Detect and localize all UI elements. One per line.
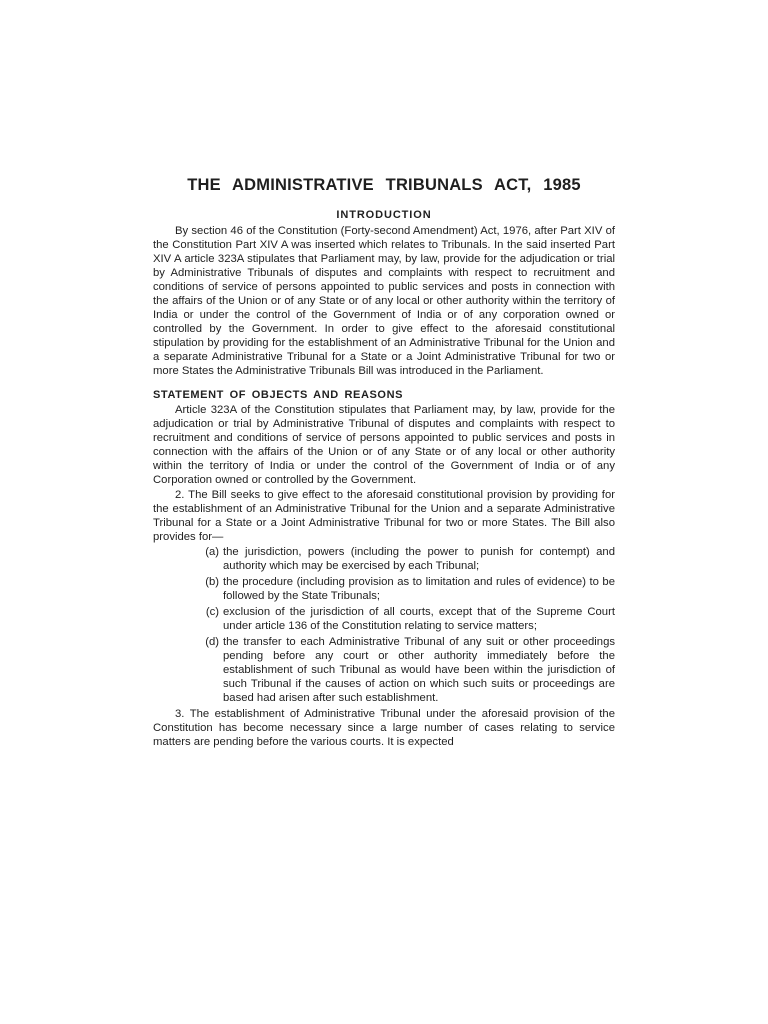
document-page bbox=[153, 176, 615, 749]
list-item-marker: (d) bbox=[205, 636, 219, 648]
provisions-list bbox=[153, 545, 615, 705]
statement-paragraph-3: 3. The establishment of Administrative Tribunal under the aforesaid provision of the Constitution has become necessary since a large number of cases relating to service matters are pending before the various courts. It is expected bbox=[153, 708, 615, 748]
list-item-marker: (b) bbox=[205, 576, 219, 588]
list-item-text: the transfer to each Administrative Tribunal of any suit or other proceedings pending before any court or other authority immediately before the establishment of such Tribunal as would have been within the jurisdiction of such Tribunal if the causes of action on which such suits or proceedings are based had arisen after such establishment. bbox=[223, 636, 615, 704]
list-item-text: exclusion of the jurisdiction of all courts, except that of the Supreme Court under article 136 of the Constitution relating to service matters; bbox=[223, 606, 615, 632]
list-item bbox=[153, 545, 615, 573]
introduction-heading: INTRODUCTION bbox=[336, 209, 432, 221]
list-item-marker: (c) bbox=[205, 606, 219, 618]
document-title: THE ADMINISTRATIVE TRIBUNALS ACT, 1985 bbox=[187, 176, 581, 194]
list-item bbox=[153, 635, 615, 705]
list-item bbox=[153, 605, 615, 633]
statement-paragraph-1: Article 323A of the Constitution stipulates that Parliament may, by law, provide for the adjudication or trial by Administrative Tribunal of disputes and complaints with respect to recruitment and conditions of service of persons appointed to public services and posts in connection with the affairs of the Union or of any State or of any local or other authority within the territory of India or under the control of the Government of India or of any Corporation owned or controlled by the Government. bbox=[153, 404, 615, 486]
statement-heading: STATEMENT OF OBJECTS AND REASONS bbox=[153, 389, 404, 401]
list-item-marker: (a) bbox=[205, 546, 219, 558]
list-item-text: the procedure (including provision as to limitation and rules of evidence) to be followed by the State Tribunals; bbox=[223, 576, 615, 602]
statement-paragraph-2: 2. The Bill seeks to give effect to the aforesaid constitutional provision by providing for the establishment of an Administrative Tribunal for the Union and a separate Administrative Tribunal for a State or a Joint Administrative Tribunal for two or more States. The Bill also provides for— bbox=[153, 489, 615, 543]
list-item bbox=[153, 575, 615, 603]
list-item-text: the jurisdiction, powers (including the power to punish for contempt) and authority which may be exercised by each Tribunal; bbox=[223, 546, 615, 572]
introduction-paragraph: By section 46 of the Constitution (Forty-second Amendment) Act, 1976, after Part XIV of the Constitution Part XIV A was inserted which relates to Tribunals. In the said inserted Part XIV A article 323A stipulates that Parliament may, by law, provide for the adjudication or trial by Administrative Tribunals of disputes and complaints with respect to recruitment and conditions of service of persons appointed to public services and posts in connection with the affairs of the Union or of any State or of any local or other authority within the territory of India or under the control of the Government of India or of any corporation owned or controlled by the Government. In order to give effect to the aforesaid constitutional stipulation by providing for the establishment of an Administrative Tribunal for the Union and a separate Administrative Tribunal for a State or a Joint Administrative Tribunal for two or more States the Administrative Tribunals Bill was introduced in the Parliament. bbox=[153, 225, 615, 377]
